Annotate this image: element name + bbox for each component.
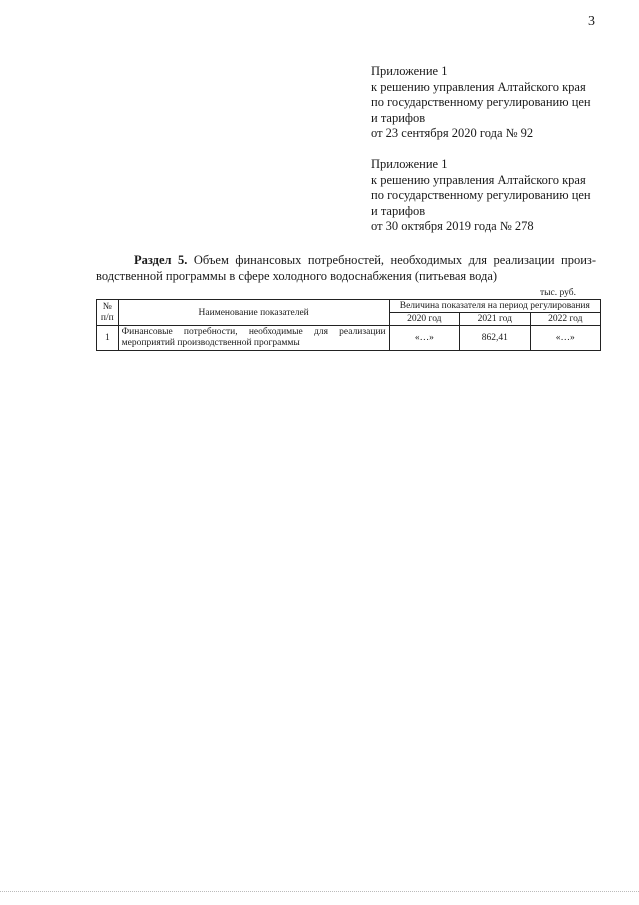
- appendix-line: от 30 октября 2019 года № 278: [371, 219, 534, 234]
- row-num: 1: [97, 326, 119, 351]
- section-label: Раздел 5.: [134, 253, 188, 267]
- header-name: Наименование показателей: [118, 300, 389, 326]
- section-heading-line-1: [96, 253, 596, 269]
- appendix-block-1: [371, 64, 633, 142]
- appendix-line: Приложение 1: [371, 157, 448, 171]
- page-number: 3: [588, 14, 595, 29]
- appendix-line: к решению управления Алтайского края: [371, 172, 586, 187]
- units-label: тыс. руб.: [540, 288, 576, 298]
- appendix-line: от 23 сентября 2020 года № 92: [371, 126, 534, 141]
- row-value-2022: «…»: [530, 326, 601, 351]
- section-heading-line-2: водственной программы в сфере холодного водоснабжения (питьевая вода): [96, 268, 498, 283]
- financial-needs-table: [96, 299, 601, 351]
- appendix-line: по государственному регулированию цен: [371, 95, 591, 110]
- section-title-part-1: Объем финансовых потребностей, необходимых для реализации произ-: [193, 253, 596, 267]
- table-header-row: [97, 300, 601, 313]
- page-bottom-divider: [0, 891, 639, 892]
- section-heading: [96, 253, 596, 284]
- row-value-2021: 862,41: [460, 326, 530, 351]
- header-year-2021: 2021 год: [460, 313, 530, 326]
- appendix-line: к решению управления Алтайского края: [371, 79, 586, 94]
- header-year-2020: 2020 год: [389, 313, 459, 326]
- header-period: Величина показателя на период регулирования: [389, 300, 600, 313]
- appendix-line: и тарифов: [371, 203, 426, 218]
- appendix-line: Приложение 1: [371, 64, 448, 78]
- appendix-line: и тарифов: [371, 110, 426, 125]
- appendix-line: по государственному регулированию цен: [371, 188, 591, 203]
- appendix-block-2: [371, 157, 633, 235]
- row-name: Финансовые потребности, необходимые для реализации мероприятий производственной программы: [118, 326, 389, 351]
- row-value-2020: «…»: [389, 326, 459, 351]
- header-num: № п/п: [97, 300, 119, 326]
- header-year-2022: 2022 год: [530, 313, 601, 326]
- table-row: [97, 326, 601, 351]
